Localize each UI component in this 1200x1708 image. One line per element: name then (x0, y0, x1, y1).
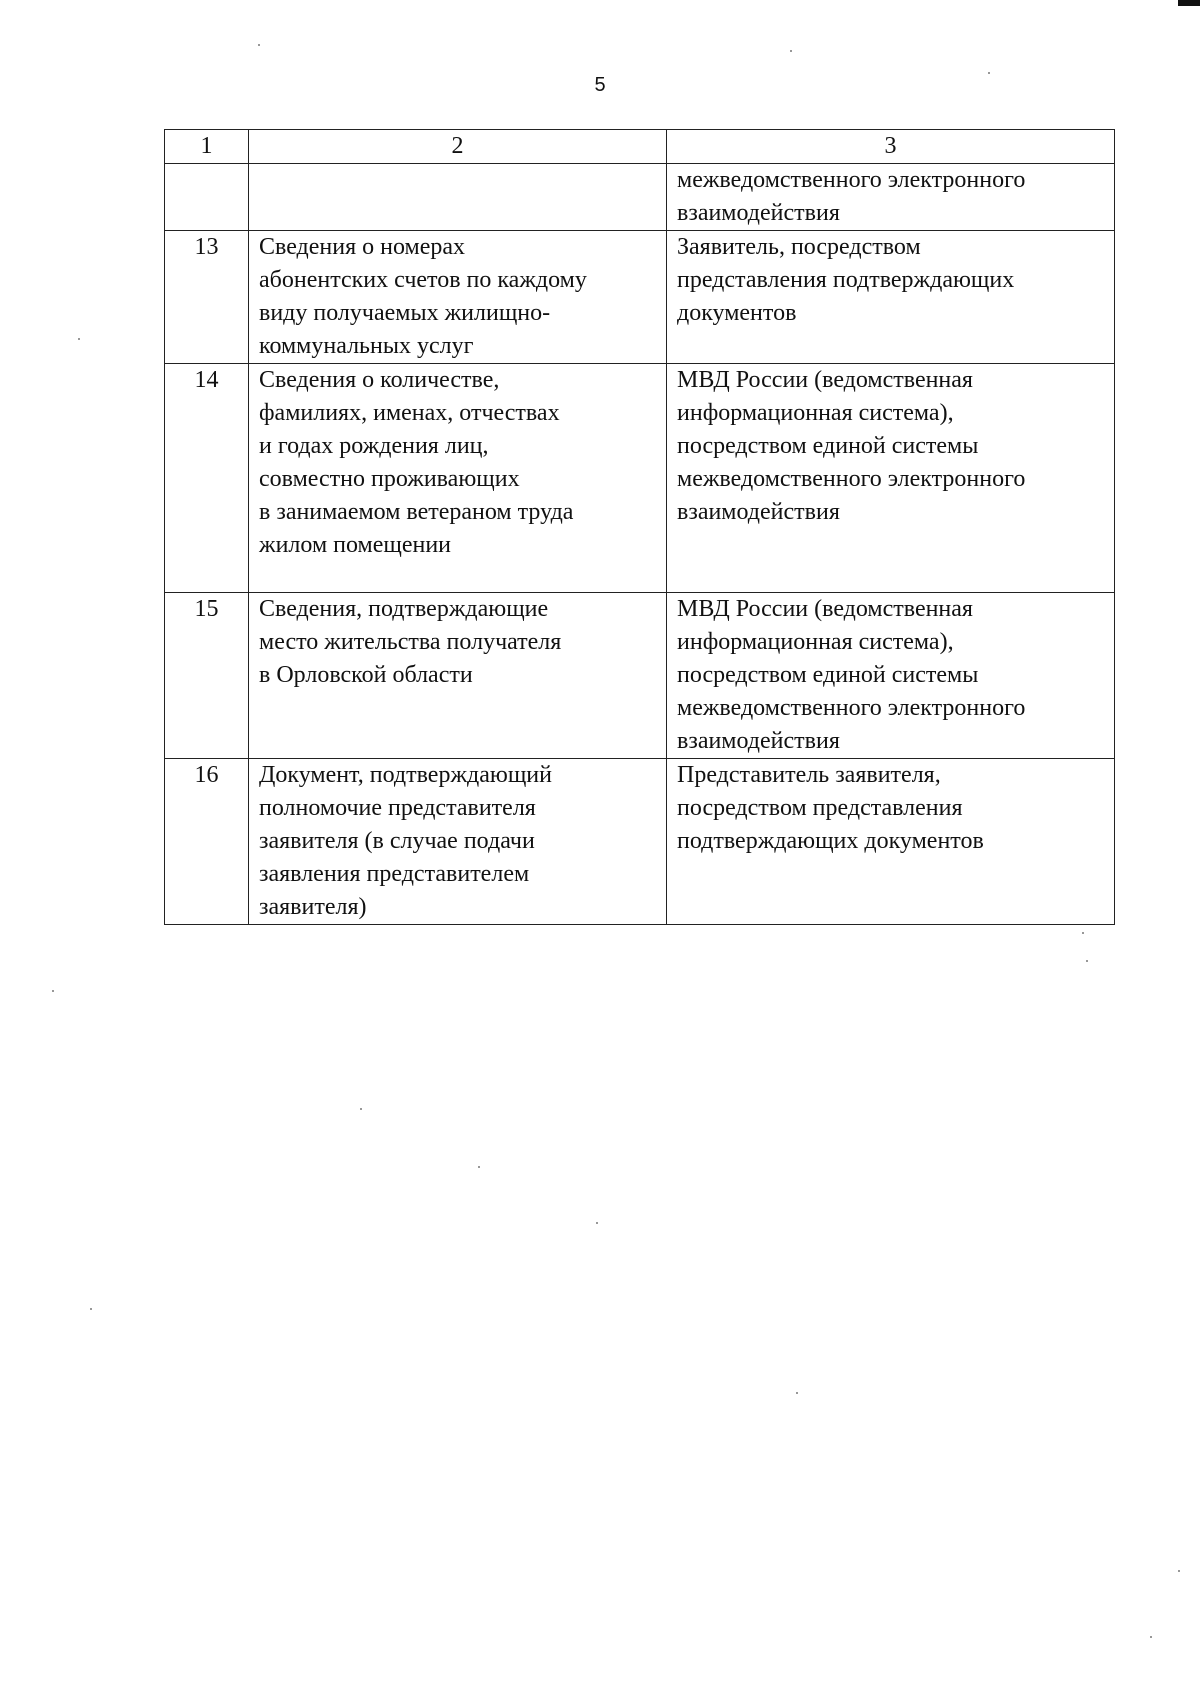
row-source: МВД России (ведомственная информационная система), посредством единой системы межведомственного электронного взаимодействия (667, 364, 1115, 593)
row-description (249, 164, 667, 231)
scan-speck (78, 338, 80, 340)
row-description: Документ, подтверждающий полномочие представителя заявителя (в случае подачи заявления представителем заявителя) (249, 759, 667, 925)
scan-speck (258, 44, 260, 46)
table-row (165, 164, 1115, 231)
document-table (164, 129, 1115, 925)
row-description: Сведения о количестве, фамилиях, именах, отчествах и годах рождения лиц, совместно проживающих в занимаемом ветераном труда жилом помещении (249, 364, 667, 593)
row-source: МВД России (ведомственная информационная система), посредством единой системы межведомственного электронного взаимодействия (667, 593, 1115, 759)
scan-speck (1178, 1570, 1180, 1572)
table-row (165, 593, 1115, 759)
scan-speck (52, 990, 54, 992)
scan-speck (478, 1166, 480, 1168)
table-row (165, 231, 1115, 364)
row-source: Заявитель, посредством представления подтверждающих документов (667, 231, 1115, 364)
row-description: Сведения, подтверждающие место жительства получателя в Орловской области (249, 593, 667, 759)
row-description: Сведения о номерах абонентских счетов по каждому виду получаемых жилищно- коммунальных услуг (249, 231, 667, 364)
column-header-1: 1 (165, 130, 249, 164)
row-number (165, 164, 249, 231)
table-row (165, 759, 1115, 925)
row-source: межведомственного электронного взаимодействия (667, 164, 1115, 231)
table-row (165, 364, 1115, 593)
scan-speck (1086, 960, 1088, 962)
scan-speck (360, 1108, 362, 1110)
row-number: 15 (165, 593, 249, 759)
page-number: 5 (594, 74, 606, 96)
row-source: Представитель заявителя, посредством представления подтверждающих документов (667, 759, 1115, 925)
scan-speck (596, 1222, 598, 1224)
scan-speck (1150, 1636, 1152, 1638)
scan-edge-mark (1178, 0, 1200, 6)
scan-speck (988, 72, 990, 74)
row-number: 14 (165, 364, 249, 593)
table-header-row (165, 130, 1115, 164)
scan-speck (796, 1392, 798, 1394)
scan-speck (90, 1308, 92, 1310)
column-header-2: 2 (249, 130, 667, 164)
scan-speck (790, 50, 792, 52)
column-header-3: 3 (667, 130, 1115, 164)
scan-speck (1082, 932, 1084, 934)
row-number: 16 (165, 759, 249, 925)
row-number: 13 (165, 231, 249, 364)
